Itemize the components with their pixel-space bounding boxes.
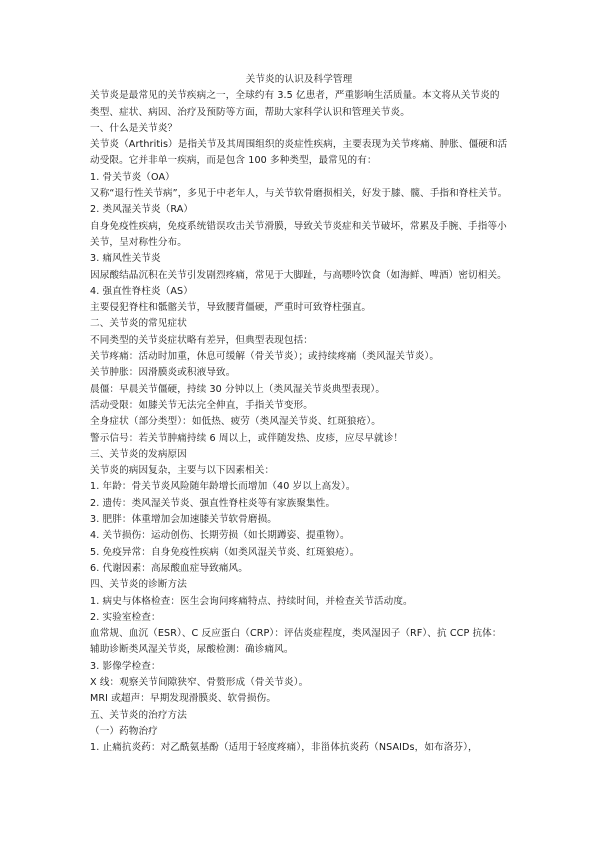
subheading: 2. 类风湿关节炎（RA） (90, 204, 194, 216)
list-item: 2. 实验室检查： (90, 611, 161, 623)
section-heading: 五、关节炎的治疗方法 (90, 709, 187, 721)
paragraph: 主要侵犯脊柱和骶髂关节，导致腰背僵硬，严重时可致脊柱强直。 (90, 302, 372, 314)
list-item: 6. 代谢因素：高尿酸血症导致痛风。 (90, 562, 248, 574)
subheading: 4. 强直性脊柱炎（AS） (90, 285, 193, 297)
list-item: 4. 关节损伤：运动创伤、长期劳损（如长期蹲姿、提重物）。 (90, 530, 350, 542)
list-item: 关节疼痛：活动时加重，休息可缓解（骨关节炎）；或持续疼痛（类风湿关节炎）。 (90, 351, 440, 363)
document-body (90, 72, 508, 756)
list-item: 晨僵：早晨关节僵硬，持续 30 分钟以上（类风湿关节炎典型表现）。 (90, 383, 386, 395)
section-heading: 一、什么是关节炎？ (90, 122, 178, 134)
section-heading: 二、关节炎的常见症状 (90, 318, 187, 330)
subheading: （一）药物治疗 (90, 725, 158, 737)
paragraph: 关节炎的病因复杂，主要与以下因素相关： (90, 465, 275, 477)
warning-note: 警示信号：若关节肿痛持续 6 周以上，或伴随发热、皮疹，应尽早就诊！ (90, 432, 404, 444)
paragraph: 因尿酸结晶沉积在关节引发剧烈疼痛，常见于大脚趾，与高嘌呤饮食（如海鲜、啤酒）密切相关。 (90, 269, 507, 281)
list-item: 3. 影像学检查： (90, 660, 161, 672)
paragraph: 关节炎（Arthritis）是指关节及其周围组织的炎症性疾病，主要表现为关节疼痛、肿胀、僵硬和活动受限。它并非单一疾病，而是包含 100 多种类型，最常见的有： (90, 139, 508, 167)
list-item: 2. 遗传：类风湿关节炎、强直性脊柱炎等有家族聚集性。 (90, 497, 336, 509)
paragraph: MRI 或超声：早期发现滑膜炎、软骨损伤。 (90, 693, 277, 705)
document-title: 关节炎的认识及科学管理 (245, 74, 353, 85)
section-heading: 三、关节炎的发病原因 (90, 448, 187, 460)
subheading: 3. 痛风性关节炎 (90, 253, 161, 265)
list-item: 3. 肥胖：体重增加会加速膝关节软骨磨损。 (90, 514, 277, 526)
paragraph: 又称“退行性关节病”，多见于中老年人，与关节软骨磨损相关，好发于膝、髋、手指和脊柱关节。 (90, 188, 508, 200)
intro-paragraph: 关节炎是最常见的关节疾病之一，全球约有 3.5 亿患者，严重影响生活质量。本文将从关节炎的类型、症状、病因、治疗及预防等方面，帮助大家科学认识和管理关节炎。 (90, 90, 500, 118)
subheading: 1. 骨关节炎（OA） (90, 171, 175, 183)
paragraph: X 线：观察关节间隙狭窄、骨赘形成（骨关节炎）。 (90, 676, 309, 688)
list-item: 1. 病史与体格检查：医生会询问疼痛特点、持续时间，并检查关节活动度。 (90, 595, 413, 607)
paragraph: 血常规、血沉（ESR）、C 反应蛋白（CRP）：评估炎症程度，类风湿因子（RF）、抗 CCP 抗体：辅助诊断类风湿关节炎，尿酸检测：确诊痛风。 (90, 628, 502, 656)
list-item: 全身症状（部分类型）：如低热、疲劳（类风湿关节炎、红斑狼疮）。 (90, 416, 381, 428)
list-item: 5. 免疫异常：自身免疫性疾病（如类风湿关节炎、红斑狼疮）。 (90, 546, 360, 558)
list-item: 活动受限：如膝关节无法完全伸直，手指关节变形。 (90, 399, 313, 411)
list-item: 关节肿胀：因滑膜炎或积液导致。 (90, 367, 236, 379)
section-heading: 四、关节炎的诊断方法 (90, 579, 187, 591)
list-item: 1. 止痛抗炎药：对乙酰氨基酚（适用于轻度疼痛），非甾体抗炎药（NSAIDs，如布洛芬）， (90, 742, 478, 754)
paragraph: 不同类型的关节炎症状略有差异，但典型表现包括： (90, 334, 313, 346)
list-item: 1. 年龄：骨关节炎风险随年龄增长而增加（40 岁以上高发）。 (90, 481, 356, 493)
paragraph: 自身免疫性疾病，免疫系统错误攻击关节滑膜，导致关节炎症和关节破坏，常累及手腕、手指等小关节，呈对称性分布。 (90, 220, 507, 248)
